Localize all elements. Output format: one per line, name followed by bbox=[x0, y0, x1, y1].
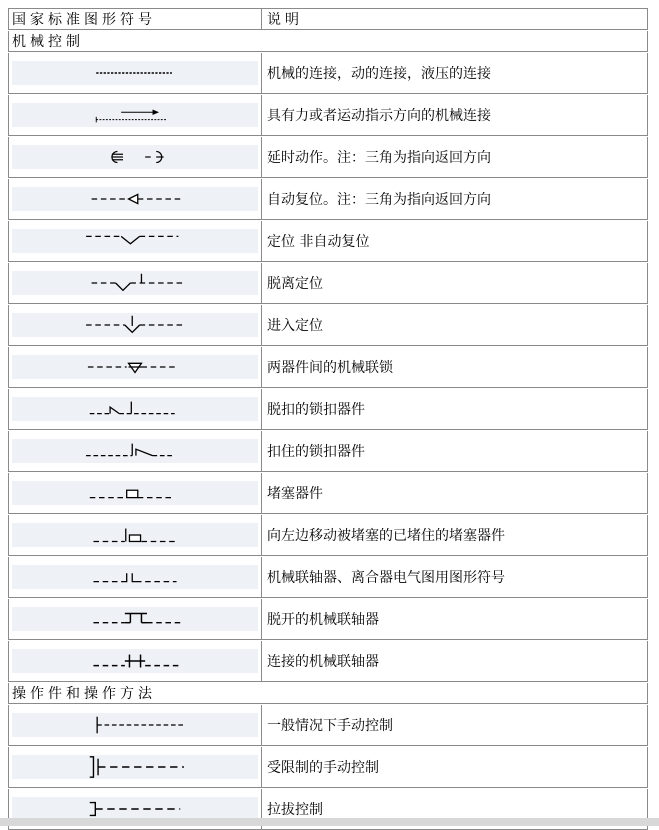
table-row bbox=[8, 137, 648, 178]
row-description: 脱离定位 bbox=[267, 276, 323, 292]
row-description: 自动复位。注：三角为指向返回方向 bbox=[267, 192, 491, 208]
row-description: 机械联轴器、离合器电气图用图形符号 bbox=[267, 570, 505, 586]
table-row bbox=[8, 431, 648, 472]
table-row bbox=[8, 515, 648, 556]
coupling-closed-icon bbox=[12, 649, 258, 673]
blocking-device-left-icon bbox=[12, 523, 258, 547]
restricted-manual-icon bbox=[12, 755, 258, 779]
table-row bbox=[8, 221, 648, 262]
row-description: 脱开的机械联轴器 bbox=[267, 612, 379, 628]
table-row bbox=[8, 305, 648, 346]
table-header bbox=[8, 8, 648, 30]
row-description: 脱扣的锁扣器件 bbox=[267, 402, 365, 418]
table-row bbox=[8, 179, 648, 220]
row-description: 定位 非自动复位 bbox=[267, 234, 370, 250]
table-row bbox=[8, 263, 648, 304]
row-description: 延时动作。注：三角为指向返回方向 bbox=[267, 150, 491, 166]
table-row bbox=[8, 557, 648, 598]
delay-action-icon bbox=[12, 145, 258, 169]
row-description: 扣住的锁扣器件 bbox=[267, 444, 365, 460]
blocking-device-icon bbox=[12, 481, 258, 505]
table-row bbox=[8, 389, 648, 430]
latch-released-icon bbox=[12, 397, 258, 421]
mechanical-link-arrow-icon bbox=[12, 103, 258, 127]
auto-reset-icon bbox=[12, 187, 258, 211]
header-symbol: 国家标准图形符号 bbox=[9, 9, 262, 29]
header-description: 说明 bbox=[267, 12, 303, 28]
section-title: 操作件和操作方法 bbox=[8, 683, 648, 704]
table-row bbox=[8, 747, 648, 788]
table-row bbox=[8, 53, 648, 94]
table-row bbox=[8, 95, 648, 136]
table-row bbox=[8, 599, 648, 640]
interlock-icon bbox=[12, 355, 258, 379]
table-row bbox=[8, 705, 648, 746]
latch-held-icon bbox=[12, 439, 258, 463]
row-description: 拉拔控制 bbox=[267, 802, 323, 818]
row-description: 两器件间的机械联锁 bbox=[267, 360, 393, 376]
section-title: 机械控制 bbox=[8, 31, 648, 52]
table-row bbox=[8, 641, 648, 682]
coupling-icon bbox=[12, 565, 258, 589]
row-description: 进入定位 bbox=[267, 318, 323, 334]
table-row bbox=[8, 347, 648, 388]
detent-release-icon bbox=[12, 271, 258, 295]
row-description: 受限制的手动控制 bbox=[267, 760, 379, 776]
table-row bbox=[8, 473, 648, 514]
row-description: 向左边移动被堵塞的已堵住的堵塞器件 bbox=[267, 528, 505, 544]
mechanical-link-icon bbox=[12, 61, 258, 85]
row-description: 连接的机械联轴器 bbox=[267, 654, 379, 670]
row-description: 具有力或者运动指示方向的机械连接 bbox=[267, 108, 491, 124]
positioning-icon bbox=[12, 229, 258, 253]
row-description: 机械的连接，动的连接，液压的连接 bbox=[267, 66, 491, 82]
page-bottom-edge bbox=[0, 818, 659, 826]
coupling-open-icon bbox=[12, 607, 258, 631]
detent-engage-icon bbox=[12, 313, 258, 337]
row-description: 一般情况下手动控制 bbox=[267, 718, 393, 734]
row-description: 堵塞器件 bbox=[267, 486, 323, 502]
manual-control-icon bbox=[12, 713, 258, 737]
